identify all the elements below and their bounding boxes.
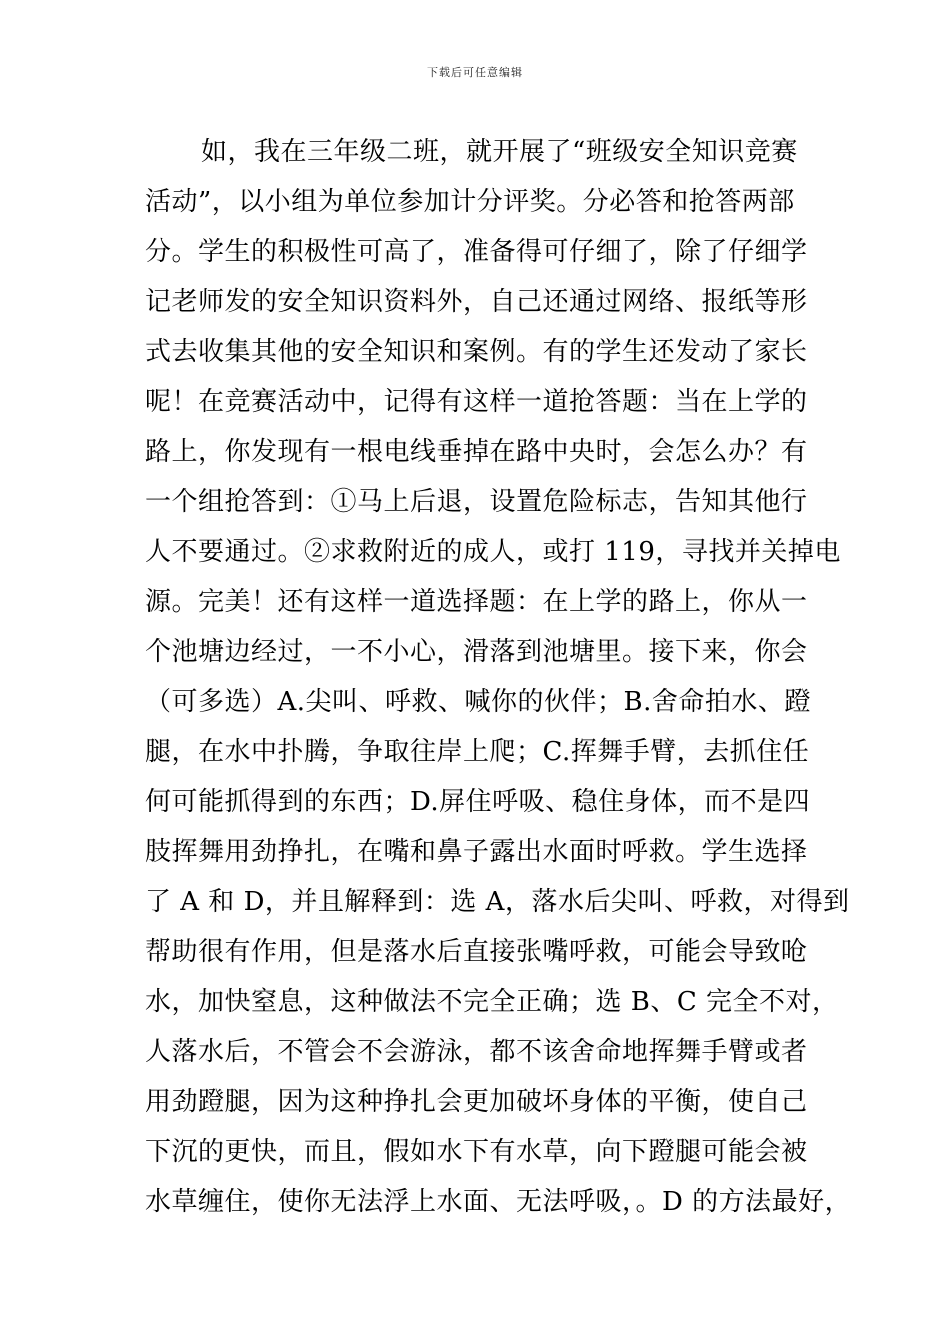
text-line: 腿，在水中扑腾，争取往岸上爬；C.挥舞手臂，去抓住任 [145, 737, 810, 767]
text-line: 源。完美！还有这样一道选择题：在上学的路上，你从一 [145, 587, 808, 617]
text-line: 用劲蹬腿，因为这种挣扎会更加破坏身体的平衡，使自己 [145, 1087, 808, 1117]
text-line: 何可能抓得到的东西；D.屏住呼吸、稳住身体，而不是四 [145, 787, 811, 817]
text-line: 肢挥舞用劲挣扎，在嘴和鼻子露出水面时呼救。学生选择 [145, 837, 808, 867]
text-line: 记老师发的安全知识资料外，自己还通过网络、报纸等形 [145, 287, 808, 317]
page-header-note: 下载后可任意编辑 [427, 66, 523, 79]
text-line: （可多选）A.尖叫、呼救、喊你的伙伴；B.舍命拍水、蹬 [145, 687, 811, 717]
text-line: 一个组抢答到：①马上后退，设置危险标志，告知其他行 [145, 487, 808, 517]
text-line: 水，加快窒息，这种做法不完全正确；选 B、C 完全不对， [145, 987, 839, 1017]
text-line: 人不要通过。②求救附近的成人，或打 119，寻找并关掉电 [145, 537, 841, 567]
text-line: 个池塘边经过，一不小心，滑落到池塘里。接下来，你会 [145, 637, 808, 667]
body-paragraph [145, 127, 852, 1227]
text-line: 式去收集其他的安全知识和案例。有的学生还发动了家长 [145, 337, 808, 367]
text-line: 活动”，以小组为单位参加计分评奖。分必答和抢答两部 [145, 187, 795, 217]
text-line: 分。学生的积极性可高了，准备得可仔细了，除了仔细学 [145, 237, 808, 267]
text-line: 呢！在竞赛活动中，记得有这样一道抢答题：当在上学的 [145, 387, 808, 417]
text-line: 如，我在三年级二班，就开展了“班级安全知识竞赛 [201, 137, 798, 167]
text-line: 路上，你发现有一根电线垂掉在路中央时，会怎么办？有 [145, 437, 808, 467]
text-line: 帮助很有作用，但是落水后直接张嘴呼救，可能会导致呛 [145, 937, 808, 967]
text-line: 下沉的更快，而且，假如水下有水草，向下蹬腿可能会被 [145, 1137, 808, 1167]
text-line: 人落水后，不管会不会游泳，都不该舍命地挥舞手臂或者 [145, 1037, 808, 1067]
text-line: 了 A 和 D，并且解释到：选 A，落水后尖叫、呼救，对得到 [145, 887, 850, 917]
text-line: 水草缠住，使你无法浮上水面、无法呼吸，。D 的方法最好， [145, 1187, 852, 1217]
